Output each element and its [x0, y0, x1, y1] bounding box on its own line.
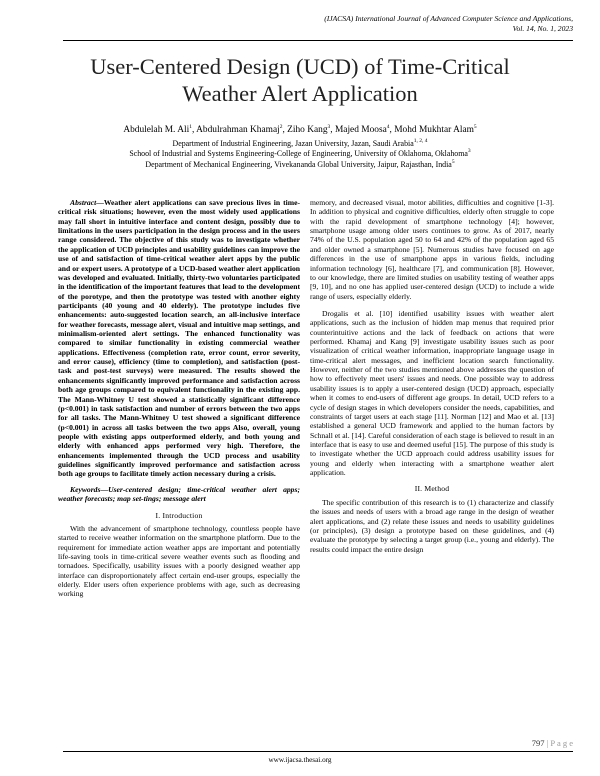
affiliation: Department of Mechanical Engineering, Vivekananda Global University, Jaipur, Rajasthan, India$^5$ [145, 158, 455, 169]
intro-paragraph-continued: memory, and decreased visual, motor abilities, difficulties and cognitive [1-3]. In addition to physical and cognitive difficulties, elderly often struggle to cope with the rapid development of smartphone technology [4]; however, smartphone usage among older users continues to grow. As of 2017, nearly 74% of the U.S. population aged 50 to 64 and 42% of the population aged 65 and older owned a smartphone [5]. Numerous studies have focused on age differences in the use of smartphone apps in various fields, including information technology [6], healthcare [7], and communication [8]. However, to our knowledge, there are limited studies on usability testing of weather apps [9, 10], and no one has applied user-centered design (UCD) to include a wide range of users, especially elderly. [310, 198, 554, 301]
paper-title: User-Centered Design (UCD) of Time-Critical Weather Alert Application [90, 54, 510, 106]
abstract [58, 198, 300, 479]
intro-paragraph: Drogalis et al. [10] identified usability issues with weather alert applications, such as the inclusion of hidden map menus that required prior counterintuitive actions and the lack of feedback on actions that were performed. Khamaj and Kang [9] investigate usability issues such as poor visualization of critical weather information, inappropriate language usage in time-critical alert messages, and inefficient location search functionality. However, neither of the two studies mentioned above addresses the question of how to effectively meet users' issues and needs. One possible way to address usability issues is to apply a user-centered design (UCD) approach, especially when it comes to end-users of different age groups. In detail, UCD refers to a cycle of design stages in which developers consider the needs, capabilities, and constraints of target users at each stage [11]. Norman [12] and Mao et al. [13] established a general UCD framework and applied to the human factors by Schnall et al. [14]. Careful consideration of each stage is believed to result in an interface that is easy to use and deemed useful [15]. The purpose of this study is to investigate whether the UCD approach could address usability issues for young and elderly when interacting with a smartphone weather alert application. [310, 308, 554, 478]
journal-name: (IJACSA) International Journal of Advanced Computer Science and Applications, [324, 14, 573, 23]
journal-volume: Vol. 14, No. 1, 2023 [512, 24, 573, 33]
author: Abdulelah M. Ali$^1$, [123, 124, 197, 135]
left-column [58, 198, 300, 599]
keywords [58, 485, 300, 504]
header-divider [63, 40, 573, 41]
affiliation: School of Industrial and Systems Engineering-College of Engineering, University of Oklahoma, Oklahoma$^3$ [129, 148, 471, 159]
intro-paragraph: With the advancement of smartphone technology, countless people have started to receive weather information on the smartphone platform. Due to the requirement for immediate action weather apps are important and potentially life-saving tools in time-critical severe weather events such as flooding and tornadoes. Specifically, usability issues with a poorly designed weather app interface can disproportionately affect certain end-user groups, especially the elderly. Elder users often experience problems with age, such as decreasing working [58, 523, 300, 599]
author-list [40, 124, 560, 136]
affiliation: Department of Industrial Engineering, Jazan University, Jazan, Saudi Arabia$^{1, 2, 4}$ [172, 138, 428, 148]
page-number: 797 | P a g e [531, 738, 573, 748]
section-heading-method: II. Method [414, 484, 450, 494]
author: Mohd Mukhtar Alam$^5$ [394, 124, 477, 135]
journal-website: www.ijacsa.thesai.org [268, 756, 332, 764]
abstract-text: —Weather alert applications can save precious lives in time-critical risk situations; however, even the most widely used applications may fall short in intuitive interface and content design, possibly due to limitations in the users participation in the design process and in the users range considered. The objective of this study was to investigate whether the application of UCD principles and usability guidelines can improve the use of and satisfaction of time-critical weather alert apps by the public and or expert users. A prototype of a UCD-based weather alert application was developed and evaluated. Initially, thirty-two voluntaries participated in the identification of the important features that lead to the development of the porotype, and then the prototype was tested with another eighty participants (40 young and 40 elderly). The prototype includes five enhancements: auto-suggested location search, an all-inclusive interface for weather forecasts, message alert, visual and intuitive map settings, and minimalism-oriented alert settings. The enhanced functionality was compared to similar functionality in existing commercial weather applications. Effectiveness (completion rate, error count, error severity, and error cause), efficiency (time to completion), and satisfaction (post-task and post-test surveys) were measured. The results showed the enhancements significantly improved performance and satisfaction across both age groups compared to equivalent functionality in the existing app. The Mann-Whitney U test showed a statistically significant difference (p<0.001) in task satisfaction and number of errors between the two apps for all tasks. The Mann-Whitney U test showed a significant difference (p<0.001) in across all tasks between the two apps Also, overall, young people with existing apps outperformed elderly, and both young and elderly with enhanced apps performed very high. Therefore, the enhancements implemented through the UCD process and usability guidelines significantly improved performance and satisfaction across both age groups to facilitate timely action necessary during a crisis. [58, 198, 300, 479]
method-paragraph: The specific contribution of this research is to (1) characterize and classify the issues and needs of users with a broad age range in the design of weather alert applications, and (2) relate these issues and needs to usability guidelines (or principles), (3) design a prototype based on these guidelines, and (4) evaluate the prototype by selecting a target group (i.e., young and elderly). The results could impact the entire design [310, 497, 554, 554]
right-column [310, 198, 554, 554]
footer-divider [63, 751, 573, 752]
keywords-label: Keywords [70, 484, 101, 494]
keywords-text: —User-centered design; time-critical weather alert apps; weather forecasts; map set-tings; message alert [58, 484, 300, 504]
affiliation-list [40, 139, 560, 170]
author: Majed Moosa$^4$, [334, 124, 395, 135]
journal-header [213, 14, 573, 34]
author: Abdulrahman Khamaj$^2$, [196, 124, 288, 135]
abstract-label: Abstract [70, 198, 97, 207]
section-heading-introduction: I. Introduction [155, 510, 203, 520]
author: Ziho Kang$^3$, [287, 124, 335, 135]
